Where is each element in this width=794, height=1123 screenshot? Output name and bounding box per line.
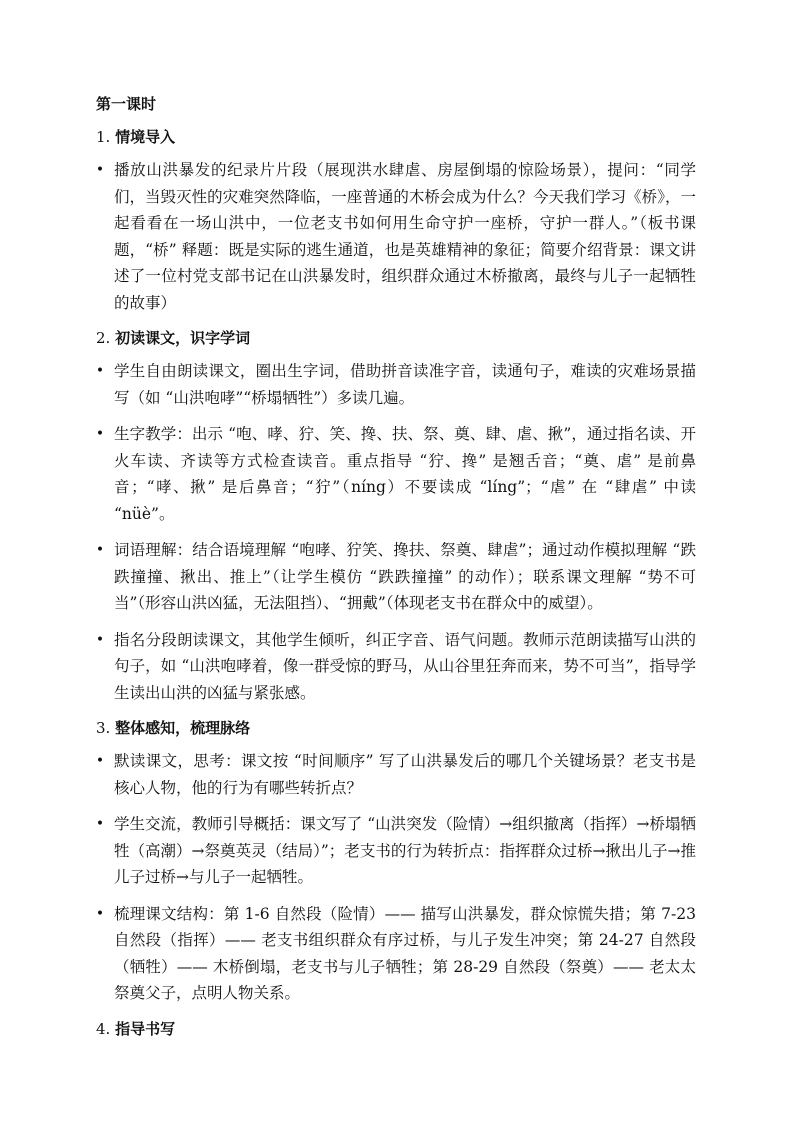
section-heading-text: 整体感知，梳理脉络 [115, 719, 251, 737]
bullet-icon: • [95, 816, 105, 832]
section-number: 1. [96, 128, 111, 146]
list-item [96, 901, 696, 1007]
section-heading [96, 326, 696, 350]
bullet-list [96, 358, 696, 706]
list-item-text: 学生交流，教师引导概括：课文写了 “山洪突发（险情）→组织撤离（指挥）→桥塌牺牲（高潮）→祭奠英灵（结局）”；老支书的行为转折点：指挥群众过桥→揪出儿子→推儿子过桥→与儿子一起牺牲。 [114, 815, 696, 886]
list-item-text: 播放山洪暴发的纪录片片段（展现洪水肆虐、房屋倒塌的惊险场景），提问：“同学们，当毁灭性的灾难突然降临，一座普通的木桥会成为什么？今天我们学习《桥》，一起看看在一场山洪中，一位老支书如何用生命守护一座桥，守护一群人。”（板书课题，“桥” 释题：既是实际的逃生通道，也是英雄精神的象征；简要介绍背景：课文讲述了一位村党支部书记在山洪暴发时，组织群众通过木桥撤离，最终与儿子一起牺牲的故事） [114, 161, 696, 312]
bullet-icon: • [95, 426, 105, 442]
bullet-icon: • [95, 753, 105, 769]
list-item-text: 学生自由朗读课文，圈出生字词，借助拼音读准字音，读通句子，难读的灾难场景描写（如 “山洪咆哮”“桥塌牺牲”）多读几遍。 [114, 362, 696, 407]
bullet-icon: • [95, 162, 105, 178]
list-item-text: 生字教学：出示 “咆、哮、狞、笑、搀、扶、祭、奠、肆、虐、揪”，通过指名读、开火车读、齐读等方式检查读音。重点指导 “狞、搀” 是翘舌音；“奠、虐” 是前鼻音；“哮、揪” 是后鼻音；“狞”（níng）不要读成 “líng”；“虐” 在 “肆虐” 中读 “nüè”。 [114, 425, 696, 523]
list-item-text: 梳理课文结构：第 1-6 自然段（险情）—— 描写山洪暴发，群众惊慌失措；第 7-23 自然段（指挥）—— 老支书组织群众有序过桥，与儿子发生冲突；第 24-27 自然段（牺牲）—— 木桥倒塌，老支书与儿子牺牲；第 28-29 自然段（祭奠）—— 老太太祭奠父子，点明人物关系。 [114, 904, 696, 1002]
list-item-text: 默读课文，思考：课文按 “时间顺序” 写了山洪暴发后的哪几个关键场景？老支书是核心人物，他的行为有哪些转折点？ [114, 752, 696, 797]
bullet-icon: • [95, 542, 105, 558]
bullet-icon: • [95, 631, 105, 648]
lesson-title: 第一课时 [96, 95, 157, 113]
section-heading-text: 指导书写 [115, 1019, 176, 1038]
document-content [96, 92, 696, 1049]
list-item [96, 748, 696, 801]
list-item [96, 358, 696, 411]
bullet-list [96, 748, 696, 1007]
bullet-icon: • [95, 363, 105, 379]
section-heading [96, 1017, 696, 1041]
bullet-icon: • [95, 905, 105, 922]
section-number: 2. [96, 329, 111, 347]
list-item [96, 811, 696, 891]
section-heading [96, 716, 696, 740]
list-item-text: 指名分段朗读课文，其他学生倾听，纠正字音、语气问题。教师示范朗读描写山洪的句子，如 “山洪咆哮着，像一群受惊的野马，从山谷里狂奔而来，势不可当”，指导学生读出山洪的凶猛与紧张感。 [114, 630, 696, 702]
list-item [96, 537, 696, 617]
list-item [96, 627, 696, 707]
list-item [96, 421, 696, 527]
bullet-list [96, 157, 696, 316]
section-number: 4. [96, 1019, 111, 1038]
section-heading-text: 初读课文，识字学词 [115, 329, 251, 347]
section-heading [96, 125, 696, 149]
list-item-text: 词语理解：结合语境理解 “咆哮、狞笑、搀扶、祭奠、肆虐”；通过动作模拟理解 “跌跌撞撞、揪出、推上”（让学生模仿 “跌跌撞撞” 的动作）；联系课文理解 “势不可当”（形容山洪凶猛，无法阻挡）、“拥戴”（体现老支书在群众中的威望）。 [114, 541, 696, 612]
section-number: 3. [96, 719, 111, 737]
list-item [96, 157, 696, 316]
section-heading-text: 情境导入 [115, 128, 176, 146]
sections-container [96, 125, 696, 1041]
